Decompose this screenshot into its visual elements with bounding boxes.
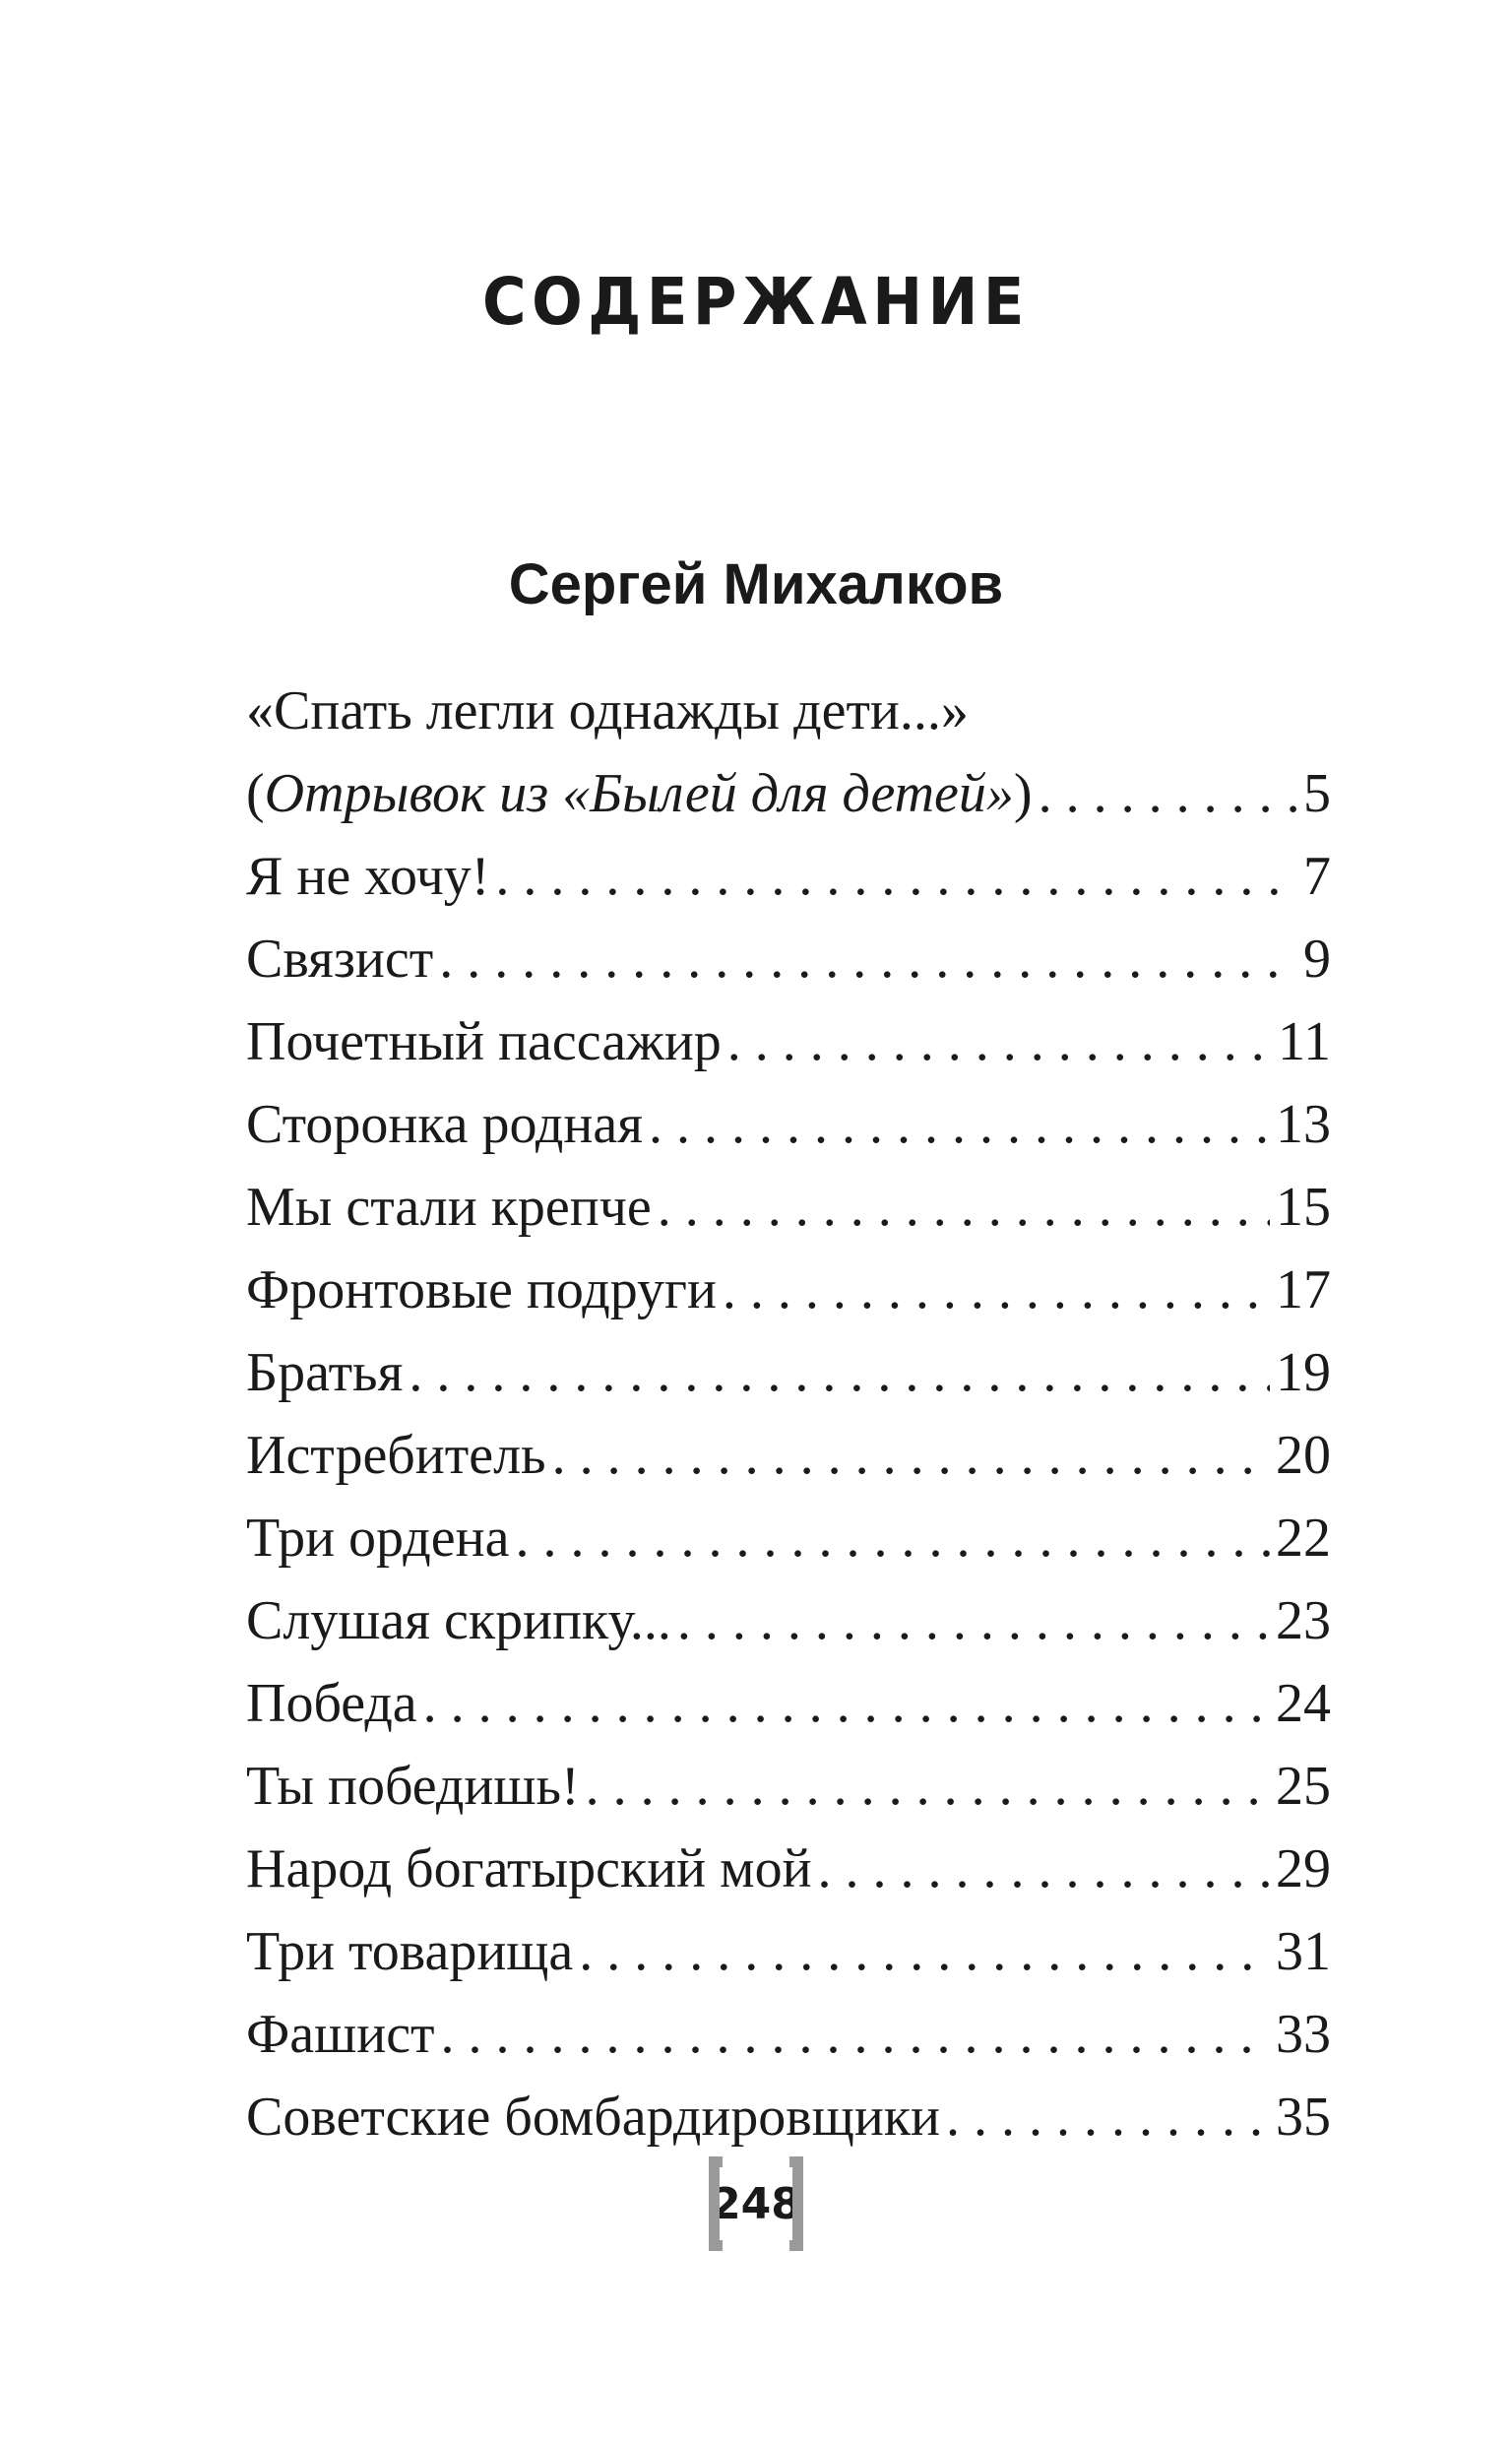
toc-entry-page: 5 — [1303, 763, 1331, 824]
page-number-badge — [709, 2156, 803, 2251]
page-number: 248 — [711, 2178, 801, 2229]
toc-entry — [246, 1331, 1331, 1414]
toc-entry-title — [246, 1910, 573, 1993]
toc-entry — [246, 1000, 1331, 1083]
toc-entry-leader-dots — [658, 1166, 1270, 1249]
toc-entry-leader-dots — [946, 2076, 1270, 2158]
toc-entry-title — [246, 1166, 652, 1249]
toc-entry — [246, 1414, 1331, 1497]
toc-entry — [246, 1579, 1331, 1662]
toc-entry-page: 29 — [1276, 1838, 1331, 1899]
toc-entry-title — [246, 752, 1033, 835]
toc-entry — [246, 2076, 1331, 2158]
toc-entry-leader-dots — [723, 1249, 1270, 1331]
toc-entry-leader-dots — [515, 1497, 1270, 1579]
toc-entry-title — [246, 1000, 722, 1083]
toc-entry-page: 31 — [1276, 1921, 1331, 1982]
toc-entry-leader-dots — [579, 1910, 1270, 1993]
toc-entry-page: 9 — [1303, 929, 1331, 990]
toc-entry-page: 13 — [1276, 1094, 1331, 1155]
toc-entry-page: 20 — [1276, 1425, 1331, 1486]
toc-entry — [246, 835, 1331, 918]
toc-entry-title-suffix: ) — [1013, 763, 1033, 824]
toc-entry-title — [246, 918, 433, 1000]
toc-entry-title — [246, 1662, 417, 1745]
toc-entry-page: 15 — [1276, 1177, 1331, 1238]
toc-entry-title — [246, 1745, 580, 1828]
toc-entry-leader-dots — [439, 918, 1297, 1000]
toc-entry-title — [246, 1083, 643, 1166]
toc-entry-title-text: Я не хочу! — [246, 846, 490, 907]
toc-entry-title-text: Три ордена — [246, 1508, 510, 1569]
toc-entry-leader-dots — [677, 1579, 1270, 1662]
right-bracket-icon — [789, 2156, 803, 2251]
toc-entry-page: 11 — [1278, 1011, 1331, 1072]
toc-entry — [246, 1249, 1331, 1331]
toc-entry-title-text: Братья — [246, 1342, 404, 1403]
toc-entry-leader-dots — [818, 1828, 1270, 1910]
toc-entry-title — [246, 1414, 546, 1497]
toc-entry-leader-dots — [1039, 752, 1297, 835]
toc-entry-page: 35 — [1276, 2087, 1331, 2148]
toc-intro-line: «Спать легли однажды дети...» — [246, 680, 969, 741]
toc-entries — [246, 752, 1331, 2158]
left-bracket-icon — [709, 2156, 723, 2251]
toc-entry — [246, 1745, 1331, 1828]
toc-entry-title-text: Истребитель — [246, 1425, 546, 1486]
toc-entry-page: 19 — [1276, 1342, 1331, 1403]
toc-entry-title — [246, 2076, 940, 2158]
toc-entry-page: 25 — [1276, 1756, 1331, 1817]
toc-entry-title-text: ( — [246, 763, 265, 824]
toc-entry-leader-dots — [649, 1083, 1270, 1166]
toc-entry-title-text: Сторонка родная — [246, 1094, 643, 1155]
toc-entry-title — [246, 1331, 403, 1414]
toc-entry-title-text: Советские бомбардировщики — [246, 2087, 941, 2148]
toc-entry — [246, 1497, 1331, 1579]
toc-entry-leader-dots — [727, 1000, 1272, 1083]
toc-entry-page: 17 — [1276, 1259, 1331, 1320]
contents-heading: СОДЕРЖАНИЕ — [482, 264, 1030, 340]
toc-entry — [246, 1662, 1331, 1745]
toc-entry-title — [246, 1497, 509, 1579]
toc-entry — [246, 1166, 1331, 1249]
toc-entry-title-text: Связист — [246, 929, 434, 990]
toc-entry — [246, 1910, 1331, 1993]
toc-entry — [246, 918, 1331, 1000]
toc-entry-title-text: Слушая скрипку... — [246, 1590, 671, 1651]
toc-entry-page: 22 — [1276, 1508, 1331, 1569]
toc-entry-page: 7 — [1303, 846, 1331, 907]
toc-entry-title-italic: Отрывок из «Былей для детей» — [264, 763, 1014, 824]
toc-entry-page: 33 — [1276, 2004, 1331, 2065]
toc-entry — [246, 752, 1331, 835]
toc-entry-title — [246, 835, 489, 918]
toc-entry-leader-dots — [409, 1331, 1270, 1414]
toc-entry-title-text: Фронтовые подруги — [246, 1259, 717, 1320]
toc-entry-title-text: Фашист — [246, 2004, 435, 2065]
toc-entry-title-text: Мы стали крепче — [246, 1177, 652, 1238]
toc-entry-leader-dots — [423, 1662, 1270, 1745]
toc-entry-page: 23 — [1276, 1590, 1331, 1651]
author-name: Сергей Михалков — [508, 552, 1004, 616]
toc-entry-title-text: Победа — [246, 1673, 417, 1734]
toc-entry-title — [246, 1579, 671, 1662]
toc-entry-title-text: Почетный пассажир — [246, 1011, 722, 1072]
toc-entry-leader-dots — [441, 1993, 1270, 2076]
table-of-contents — [246, 670, 1331, 2158]
toc-entry-title — [246, 1249, 717, 1331]
toc-entry-leader-dots — [586, 1745, 1270, 1828]
toc-entry — [246, 1083, 1331, 1166]
toc-entry-title — [246, 1828, 812, 1910]
toc-entry-title-text: Ты победишь! — [246, 1756, 580, 1817]
toc-entry-title-text: Народ богатырский мой — [246, 1838, 812, 1899]
toc-entry-leader-dots — [552, 1414, 1270, 1497]
toc-entry-title — [246, 1993, 435, 2076]
toc-entry-leader-dots — [495, 835, 1297, 918]
toc-entry — [246, 1993, 1331, 2076]
toc-entry-title-text: Три товарища — [246, 1921, 574, 1982]
toc-entry-page: 24 — [1276, 1673, 1331, 1734]
toc-entry — [246, 1828, 1331, 1910]
